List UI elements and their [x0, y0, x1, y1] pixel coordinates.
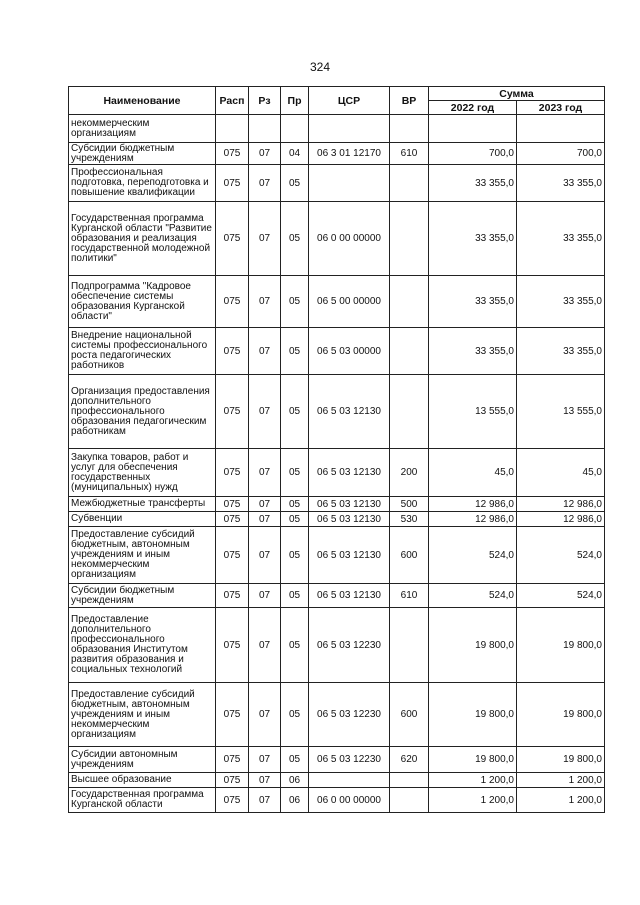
row-rz: 07 [249, 747, 281, 773]
row-rasp: 075 [216, 449, 249, 497]
row-sum-2022: 524,0 [429, 527, 517, 584]
row-pr: 05 [281, 165, 309, 202]
header-csr: ЦСР [309, 87, 390, 115]
row-vr [390, 328, 429, 375]
header-year-2023: 2023 год [517, 101, 605, 115]
row-csr: 06 5 03 12130 [309, 512, 390, 527]
row-rasp: 075 [216, 788, 249, 813]
table-row [69, 788, 605, 813]
row-vr: 620 [390, 747, 429, 773]
row-csr: 06 5 03 00000 [309, 328, 390, 375]
row-rasp [216, 115, 249, 143]
row-rz: 07 [249, 328, 281, 375]
row-vr [390, 608, 429, 683]
row-rasp: 075 [216, 608, 249, 683]
row-name: Субсидии автономным учреждениям [69, 747, 216, 773]
row-vr [390, 165, 429, 202]
row-sum-2022: 13 555,0 [429, 375, 517, 449]
row-pr: 05 [281, 608, 309, 683]
row-name: некоммерческим организациям [69, 115, 216, 143]
row-sum-2023: 700,0 [517, 143, 605, 165]
table-row [69, 328, 605, 375]
row-sum-2023: 33 355,0 [517, 276, 605, 328]
row-rz: 07 [249, 375, 281, 449]
row-name: Субсидии бюджетным учреждениям [69, 584, 216, 608]
row-sum-2022: 12 986,0 [429, 497, 517, 512]
row-name: Государственная программа Курганской области "Развитие образования и реализация государственной молодежной политики" [69, 202, 216, 276]
table-row [69, 202, 605, 276]
header-rz: Рз [249, 87, 281, 115]
row-rz: 07 [249, 527, 281, 584]
row-name: Государственная программа Курганской области [69, 788, 216, 813]
header-rasp: Расп [216, 87, 249, 115]
table-row [69, 747, 605, 773]
row-vr: 600 [390, 683, 429, 747]
row-sum-2022: 524,0 [429, 584, 517, 608]
row-csr [309, 773, 390, 788]
table-row [69, 683, 605, 747]
row-rasp: 075 [216, 375, 249, 449]
row-pr: 06 [281, 773, 309, 788]
table-row [69, 608, 605, 683]
row-sum-2022: 1 200,0 [429, 773, 517, 788]
row-pr: 05 [281, 276, 309, 328]
row-sum-2022: 19 800,0 [429, 608, 517, 683]
row-sum-2022: 33 355,0 [429, 202, 517, 276]
row-rasp: 075 [216, 683, 249, 747]
row-sum-2023 [517, 115, 605, 143]
row-rasp: 075 [216, 527, 249, 584]
table-row [69, 449, 605, 497]
row-pr: 06 [281, 788, 309, 813]
row-rasp: 075 [216, 584, 249, 608]
row-pr: 04 [281, 143, 309, 165]
row-rasp: 075 [216, 202, 249, 276]
row-rasp: 075 [216, 512, 249, 527]
row-rz: 07 [249, 202, 281, 276]
table-row [69, 165, 605, 202]
row-csr: 06 5 03 12230 [309, 683, 390, 747]
row-rasp: 075 [216, 165, 249, 202]
row-rz: 07 [249, 608, 281, 683]
row-sum-2022: 33 355,0 [429, 165, 517, 202]
row-pr: 05 [281, 683, 309, 747]
row-pr: 05 [281, 449, 309, 497]
header-vr: ВР [390, 87, 429, 115]
row-csr [309, 165, 390, 202]
row-rz: 07 [249, 165, 281, 202]
row-vr: 200 [390, 449, 429, 497]
row-sum-2022: 33 355,0 [429, 276, 517, 328]
row-vr: 530 [390, 512, 429, 527]
row-rz: 07 [249, 143, 281, 165]
row-pr: 05 [281, 584, 309, 608]
row-rasp: 075 [216, 773, 249, 788]
row-pr: 05 [281, 375, 309, 449]
table-row [69, 375, 605, 449]
row-sum-2022: 33 355,0 [429, 328, 517, 375]
row-csr: 06 0 00 00000 [309, 202, 390, 276]
row-sum-2023: 33 355,0 [517, 165, 605, 202]
row-csr: 06 5 03 12230 [309, 608, 390, 683]
table-row [69, 276, 605, 328]
row-vr: 600 [390, 527, 429, 584]
table-row [69, 773, 605, 788]
row-sum-2023: 1 200,0 [517, 788, 605, 813]
table-body [69, 115, 605, 813]
row-rz: 07 [249, 497, 281, 512]
row-pr: 05 [281, 497, 309, 512]
row-rasp: 075 [216, 747, 249, 773]
row-sum-2022: 19 800,0 [429, 747, 517, 773]
row-rasp: 075 [216, 497, 249, 512]
row-name: Закупка товаров, работ и услуг для обеспечения государственных (муниципальных) нужд [69, 449, 216, 497]
row-rz: 07 [249, 683, 281, 747]
row-sum-2022: 19 800,0 [429, 683, 517, 747]
row-sum-2023: 45,0 [517, 449, 605, 497]
row-sum-2023: 19 800,0 [517, 608, 605, 683]
row-vr [390, 788, 429, 813]
row-rz: 07 [249, 773, 281, 788]
row-rz: 07 [249, 512, 281, 527]
row-name: Высшее образование [69, 773, 216, 788]
row-sum-2022: 45,0 [429, 449, 517, 497]
row-vr [390, 202, 429, 276]
row-csr: 06 5 00 00000 [309, 276, 390, 328]
row-pr: 05 [281, 747, 309, 773]
row-sum-2023: 33 355,0 [517, 328, 605, 375]
row-sum-2023: 1 200,0 [517, 773, 605, 788]
row-sum-2023: 524,0 [517, 584, 605, 608]
row-sum-2023: 19 800,0 [517, 747, 605, 773]
row-name: Предоставление субсидий бюджетным, автономным учреждениям и иным некоммерческим организациям [69, 683, 216, 747]
row-rasp: 075 [216, 276, 249, 328]
header-sum: Сумма [429, 87, 605, 101]
header-pr: Пр [281, 87, 309, 115]
table-row [69, 115, 605, 143]
row-vr [390, 115, 429, 143]
row-rz: 07 [249, 788, 281, 813]
row-pr: 05 [281, 328, 309, 375]
row-vr: 610 [390, 143, 429, 165]
row-csr: 06 5 03 12130 [309, 497, 390, 512]
row-sum-2023: 524,0 [517, 527, 605, 584]
row-csr: 06 0 00 00000 [309, 788, 390, 813]
row-pr [281, 115, 309, 143]
row-csr: 06 3 01 12170 [309, 143, 390, 165]
header-name: Наименование [69, 87, 216, 115]
budget-table [68, 86, 605, 813]
row-name: Межбюджетные трансферты [69, 497, 216, 512]
row-vr [390, 375, 429, 449]
row-sum-2023: 13 555,0 [517, 375, 605, 449]
row-csr: 06 5 03 12230 [309, 747, 390, 773]
row-pr: 05 [281, 512, 309, 527]
row-rz: 07 [249, 276, 281, 328]
row-sum-2023: 33 355,0 [517, 202, 605, 276]
row-pr: 05 [281, 527, 309, 584]
row-rz: 07 [249, 449, 281, 497]
row-rz: 07 [249, 584, 281, 608]
row-csr [309, 115, 390, 143]
row-csr: 06 5 03 12130 [309, 584, 390, 608]
table-row [69, 527, 605, 584]
row-pr: 05 [281, 202, 309, 276]
row-sum-2022: 1 200,0 [429, 788, 517, 813]
row-sum-2023: 12 986,0 [517, 512, 605, 527]
row-name: Субвенции [69, 512, 216, 527]
row-sum-2022 [429, 115, 517, 143]
page-number: 324 [309, 60, 331, 74]
row-rz [249, 115, 281, 143]
row-sum-2023: 19 800,0 [517, 683, 605, 747]
row-sum-2022: 12 986,0 [429, 512, 517, 527]
row-csr: 06 5 03 12130 [309, 375, 390, 449]
row-name: Субсидии бюджетным учреждениям [69, 143, 216, 165]
row-sum-2023: 12 986,0 [517, 497, 605, 512]
row-name: Предоставление субсидий бюджетным, автономным учреждениям и иным некоммерческим организациям [69, 527, 216, 584]
row-name: Организация предоставления дополнительного профессионального образования педагогическим работникам [69, 375, 216, 449]
row-vr: 610 [390, 584, 429, 608]
table-row [69, 497, 605, 512]
row-rasp: 075 [216, 328, 249, 375]
row-vr [390, 276, 429, 328]
row-csr: 06 5 03 12130 [309, 527, 390, 584]
row-name: Профессиональная подготовка, переподготовка и повышение квалификации [69, 165, 216, 202]
table-row [69, 512, 605, 527]
header-year-2022: 2022 год [429, 101, 517, 115]
row-vr [390, 773, 429, 788]
table-row [69, 584, 605, 608]
row-sum-2022: 700,0 [429, 143, 517, 165]
row-rasp: 075 [216, 143, 249, 165]
row-name: Внедрение национальной системы профессионального роста педагогических работников [69, 328, 216, 375]
row-vr: 500 [390, 497, 429, 512]
table-row [69, 143, 605, 165]
row-name: Подпрограмма "Кадровое обеспечение системы образования Курганской области" [69, 276, 216, 328]
row-csr: 06 5 03 12130 [309, 449, 390, 497]
row-name: Предоставление дополнительного профессионального образования Институтом развития образования и социальных технологий [69, 608, 216, 683]
